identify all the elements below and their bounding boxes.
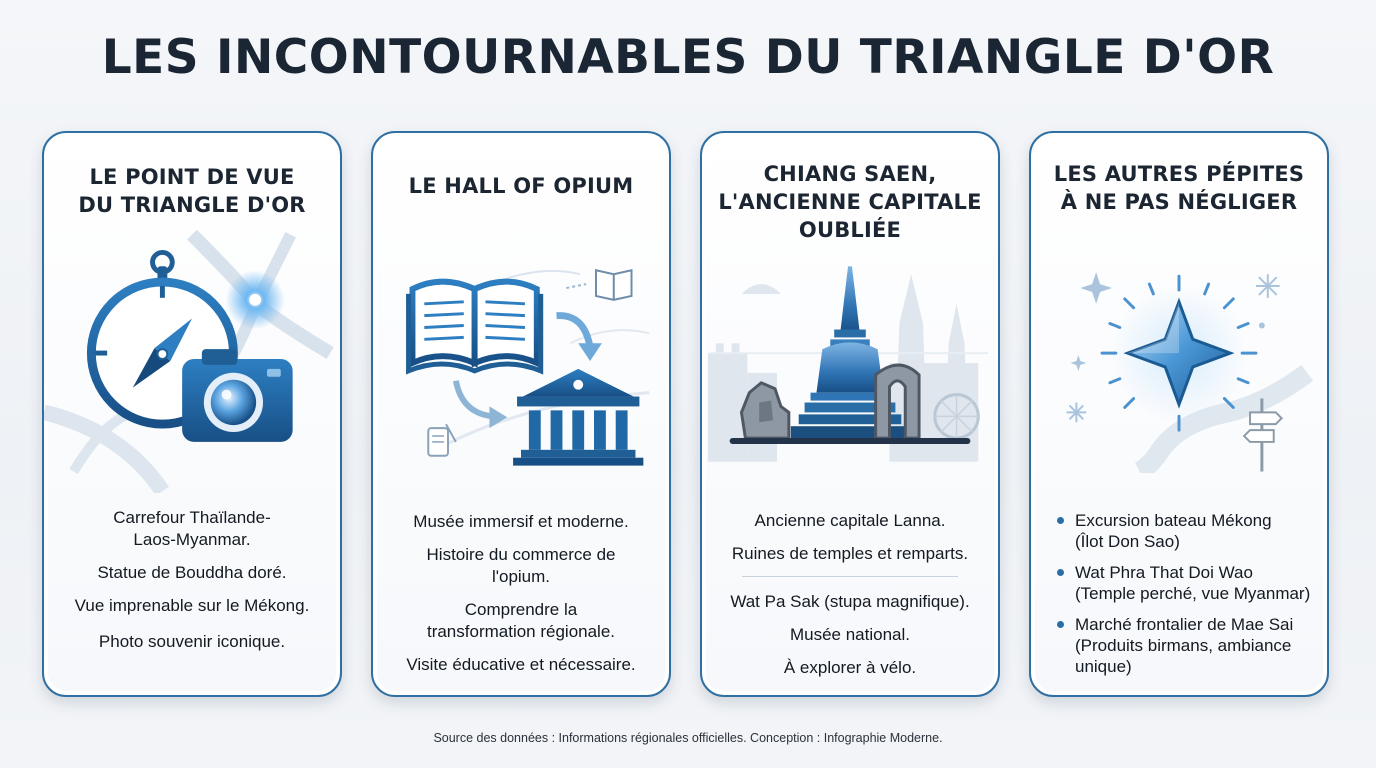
card-title-line: CHIANG SAEN, xyxy=(763,162,937,186)
description-line: Ancienne capitale Lanna. xyxy=(754,511,946,530)
card-title-line: OUBLIÉE xyxy=(798,218,902,242)
card-title xyxy=(373,172,669,200)
description-line: Photo souvenir iconique. xyxy=(98,632,286,651)
description-line: Musée immersif et moderne. xyxy=(413,512,629,531)
book-museum-icon xyxy=(373,253,669,473)
bullet-icon xyxy=(1057,517,1064,524)
card-title xyxy=(1031,160,1327,216)
list-item-title: Excursion bateau Mékong xyxy=(1075,511,1272,530)
card-title-line: L'ANCIENNE CAPITALE xyxy=(718,190,982,214)
description-line: Statue de Bouddha doré. xyxy=(97,563,287,582)
card-golden-triangle-viewpoint xyxy=(42,131,342,697)
description-line: transformation régionale. xyxy=(426,622,616,641)
description-line: Musée national. xyxy=(789,625,911,644)
card-title-line: LE HALL OF OPIUM xyxy=(408,174,634,198)
source-footer: Source des données : Informations régionales officielles. Conception : Infographie Moderne. xyxy=(433,731,943,745)
card-title-line: DU TRIANGLE D'OR xyxy=(78,193,306,217)
description-line: Wat Pa Sak (stupa magnifique). xyxy=(730,592,970,611)
card-title xyxy=(44,163,340,219)
sparkle-star-icon xyxy=(1031,253,1327,473)
card-description xyxy=(712,510,988,690)
description-line: Vue imprenable sur le Mékong. xyxy=(74,596,310,615)
list-item xyxy=(1055,562,1313,604)
description-line: Comprendre la xyxy=(464,600,578,619)
card-title-line: À NE PAS NÉGLIGER xyxy=(1060,190,1298,214)
card-description xyxy=(54,507,330,664)
description-line: Visite éducative et nécessaire. xyxy=(406,655,636,674)
list-item-title: Marché frontalier de Mae Sai xyxy=(1075,615,1294,634)
list-item-title: Wat Phra That Doi Wao xyxy=(1075,563,1253,582)
description-line: l'opium. xyxy=(491,567,551,586)
list-item-detail: (Îlot Don Sao) xyxy=(1075,532,1180,551)
separator xyxy=(742,576,958,577)
description-line: Carrefour Thaïlande- xyxy=(113,508,271,527)
list-item-detail: (Temple perché, vue Myanmar) xyxy=(1075,584,1311,603)
list-item xyxy=(1055,510,1313,552)
list-item-detail: unique) xyxy=(1075,657,1132,676)
card-other-gems xyxy=(1029,131,1329,697)
bullet-icon xyxy=(1057,621,1064,628)
gems-list xyxy=(1055,510,1313,687)
description-line: Ruines de temples et remparts. xyxy=(731,544,969,563)
card-title-line: LES AUTRES PÉPITES xyxy=(1053,162,1305,186)
description-line: Histoire du commerce de xyxy=(426,545,616,564)
page-title: LES INCONTOURNABLES DU TRIANGLE D'OR xyxy=(101,30,1275,85)
card-description xyxy=(383,511,659,687)
list-item xyxy=(1055,614,1313,677)
description-line: Laos-Myanmar. xyxy=(133,530,251,549)
card-title-line: LE POINT DE VUE xyxy=(89,165,295,189)
card-hall-of-opium xyxy=(371,131,671,697)
list-item-detail: (Produits birmans, ambiance xyxy=(1075,636,1292,655)
card-chiang-saen xyxy=(700,131,1000,697)
description-line: À explorer à vélo. xyxy=(783,658,917,677)
bullet-icon xyxy=(1057,569,1064,576)
compass-camera-icon xyxy=(44,223,340,493)
temple-ruins-icon xyxy=(702,263,998,473)
card-title xyxy=(702,160,998,244)
